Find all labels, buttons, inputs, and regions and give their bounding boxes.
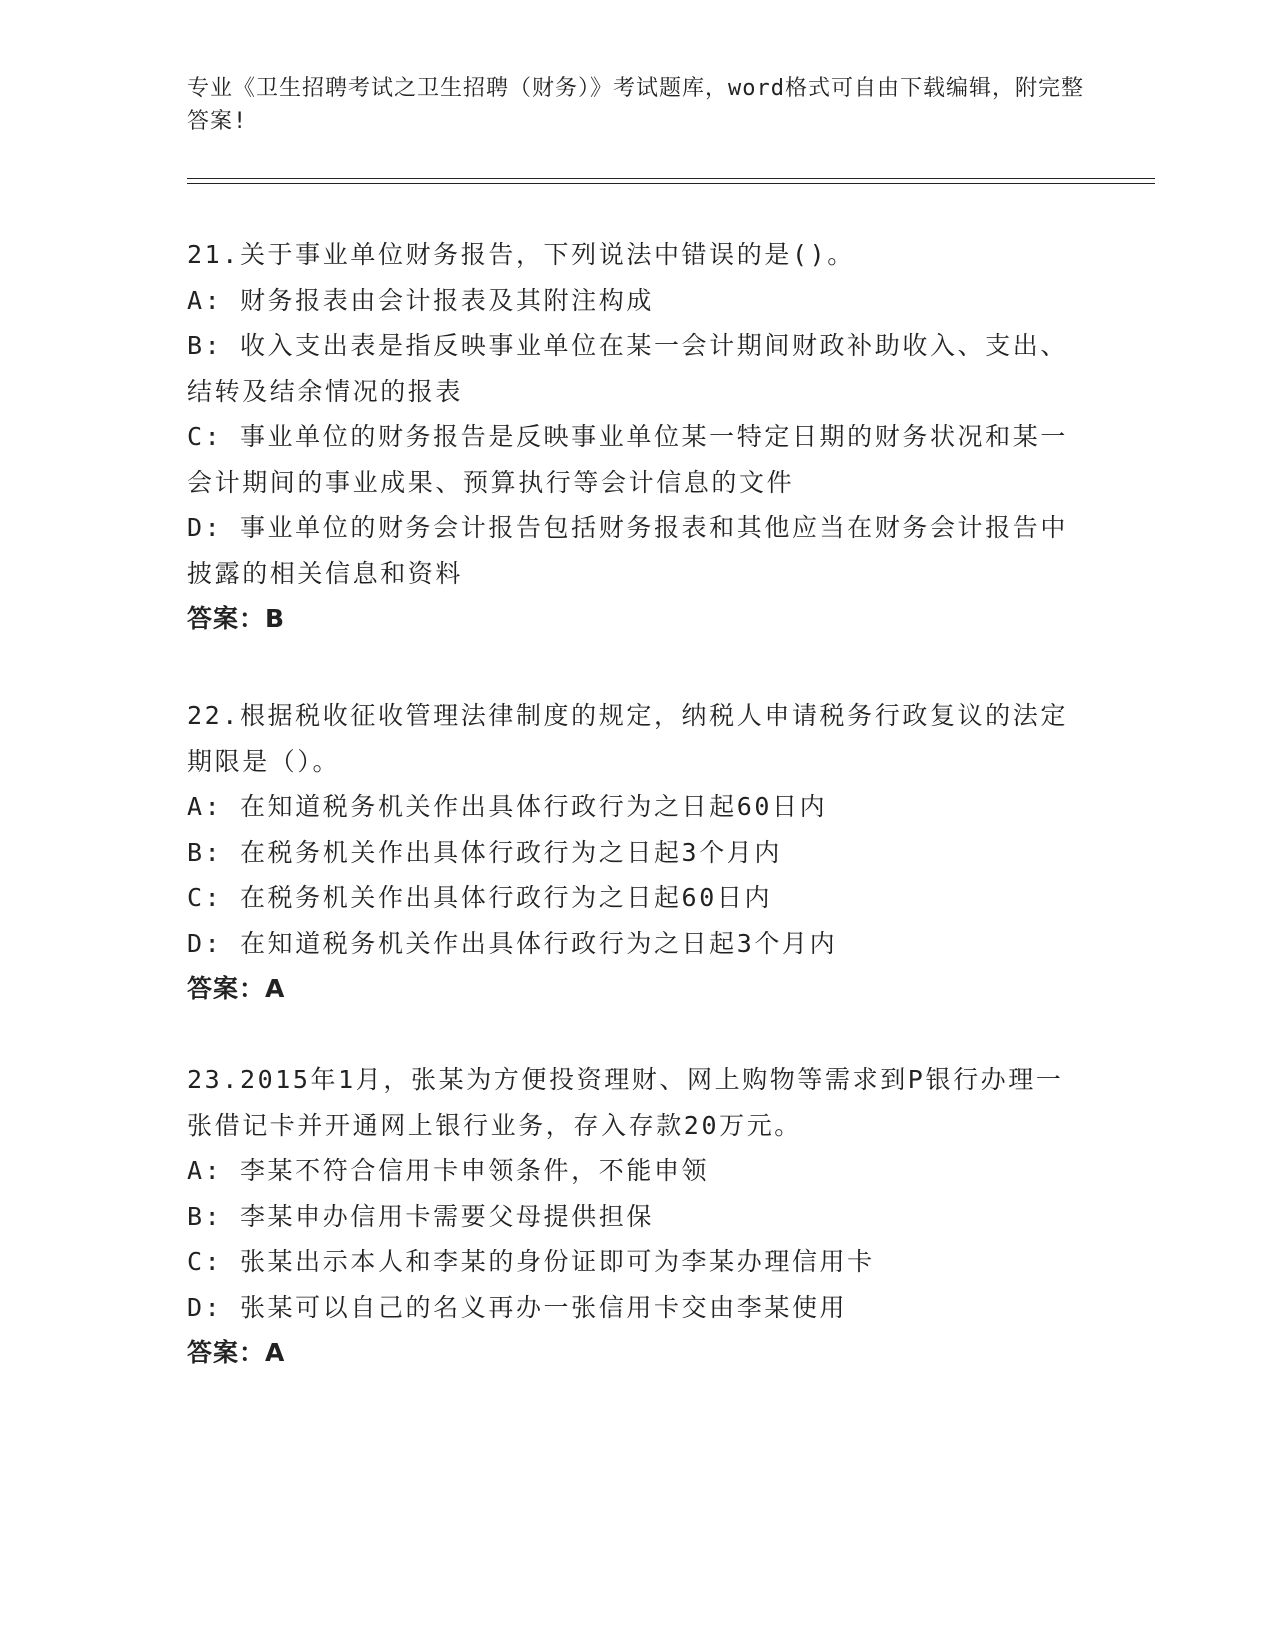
- option-d: D: 张某可以自己的名义再办一张信用卡交由李某使用: [187, 1292, 848, 1322]
- option-b: B: 收入支出表是指反映事业单位在某一会计期间财政补助收入、支出、结转及结余情况的报表: [187, 331, 1068, 406]
- question-stem: 23.2015年1月，张某为方便投资理财、网上购物等需求到P银行办理一张借记卡并开通网上银行业务，存入存款20万元。: [187, 1065, 1064, 1140]
- answer: 答案：A: [187, 974, 286, 1003]
- option-a: A: 财务报表由会计报表及其附注构成: [187, 285, 654, 315]
- option-b: B: 在税务机关作出具体行政行为之日起3个月内: [187, 837, 783, 867]
- option-b: B: 李某申办信用卡需要父母提供担保: [187, 1201, 654, 1231]
- option-a: A: 李某不符合信用卡申领条件，不能申领: [187, 1156, 710, 1185]
- question-22: [187, 693, 1087, 1012]
- answer: 答案：A: [187, 1338, 286, 1367]
- question-stem: 22.根据税收征收管理法律制度的规定，纳税人申请税务行政复议的法定期限是（）。: [187, 701, 1068, 776]
- option-c: C: 在税务机关作出具体行政行为之日起60日内: [187, 883, 773, 912]
- document-header: [187, 72, 1087, 138]
- option-c: C: 张某出示本人和李某的身份证即可为李某办理信用卡: [187, 1247, 875, 1276]
- option-a: A: 在知道税务机关作出具体行政行为之日起60日内: [187, 792, 828, 821]
- question-stem: 21.关于事业单位财务报告，下列说法中错误的是()。: [187, 240, 855, 269]
- option-d: D: 在知道税务机关作出具体行政行为之日起3个月内: [187, 928, 838, 958]
- option-d: D: 事业单位的财务会计报告包括财务报表和其他应当在财务会计报告中披露的相关信息和资料: [187, 513, 1068, 588]
- header-divider-top: [187, 178, 1155, 179]
- header-divider-bottom: [187, 183, 1155, 184]
- question-21: [187, 232, 1087, 642]
- header-text: 专业《卫生招聘考试之卫生招聘（财务）》考试题库，word格式可自由下载编辑，附完整答案!: [187, 76, 1084, 134]
- question-23: [187, 1057, 1087, 1376]
- answer: 答案：B: [187, 604, 286, 633]
- option-c: C: 事业单位的财务报告是反映事业单位某一特定日期的财务状况和某一会计期间的事业成果、预算执行等会计信息的文件: [187, 422, 1068, 497]
